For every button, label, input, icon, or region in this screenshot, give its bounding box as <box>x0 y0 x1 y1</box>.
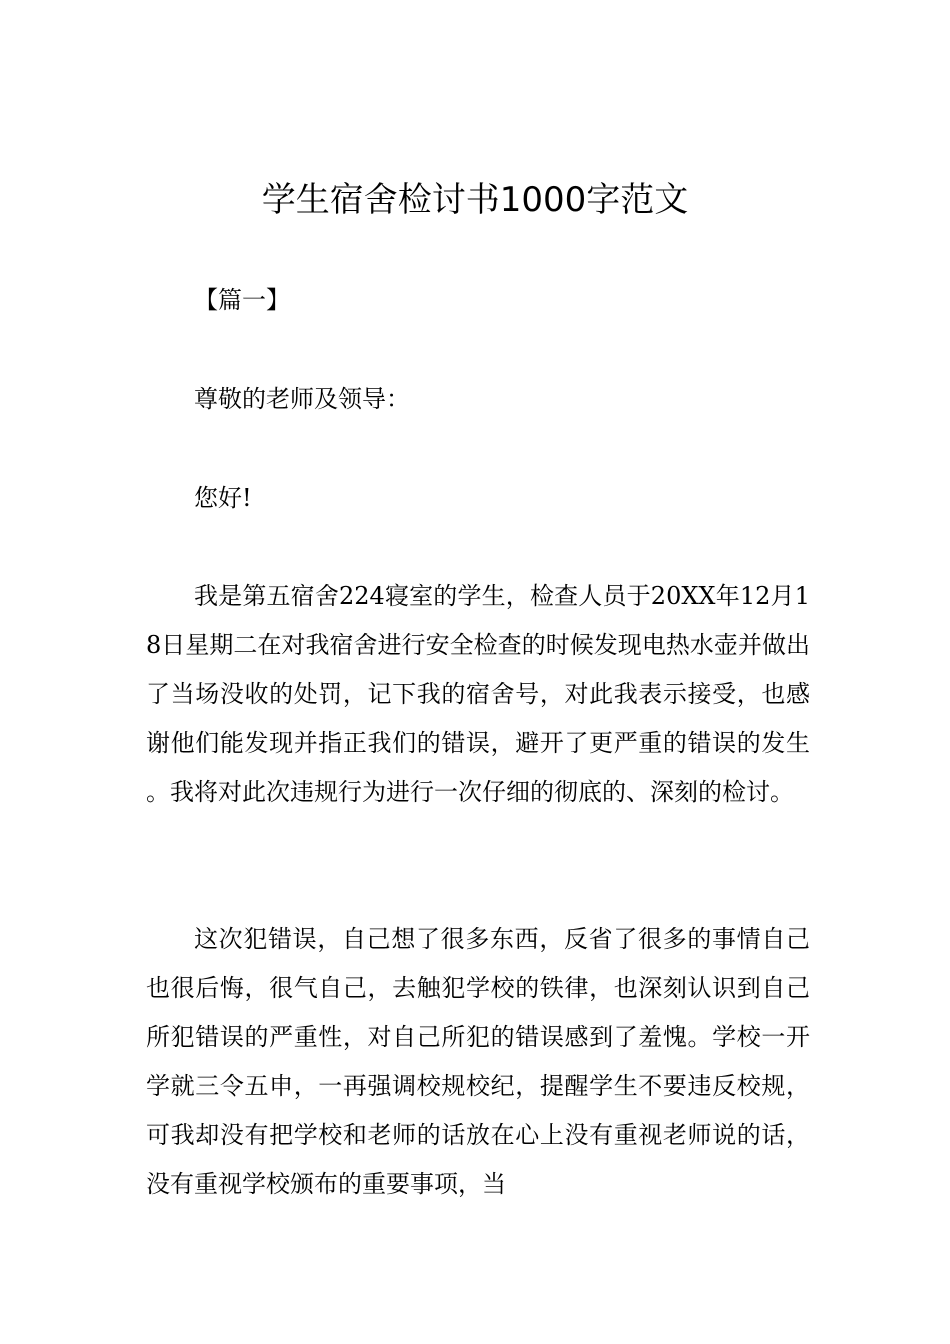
greeting: 您好! <box>194 484 252 512</box>
body-paragraph: 我是第五宿舍224寝室的学生，检查人员于20XX年12月18日星期二在对我宿舍进行安全检查的时候发现电热水壶并做出了当场没收的处罚，记下我的宿舍号，对此我表示接受，也感谢他们能发现并指正我们的错误，避开了更严重的错误的发生。我将对此次违规行为进行一次仔细的彻底的、深刻的检讨。 <box>146 582 810 806</box>
section-label: 【篇一】 <box>194 286 290 314</box>
document-title: 学生宿舍检讨书1000字范文 <box>261 180 689 220</box>
body-paragraph: 这次犯错误，自己想了很多东西，反省了很多的事情自己也很后悔，很气自己，去触犯学校的铁律，也深刻认识到自己所犯错误的严重性，对自己所犯的错误感到了羞愧。学校一开学就三令五申，一再强调校规校纪，提醒学生不要违反校规，可我却没有把学校和老师的话放在心上没有重视老师说的话，没有重视学校颁布的重要事项，当 <box>146 925 810 1198</box>
salutation: 尊敬的老师及领导： <box>194 385 410 413</box>
